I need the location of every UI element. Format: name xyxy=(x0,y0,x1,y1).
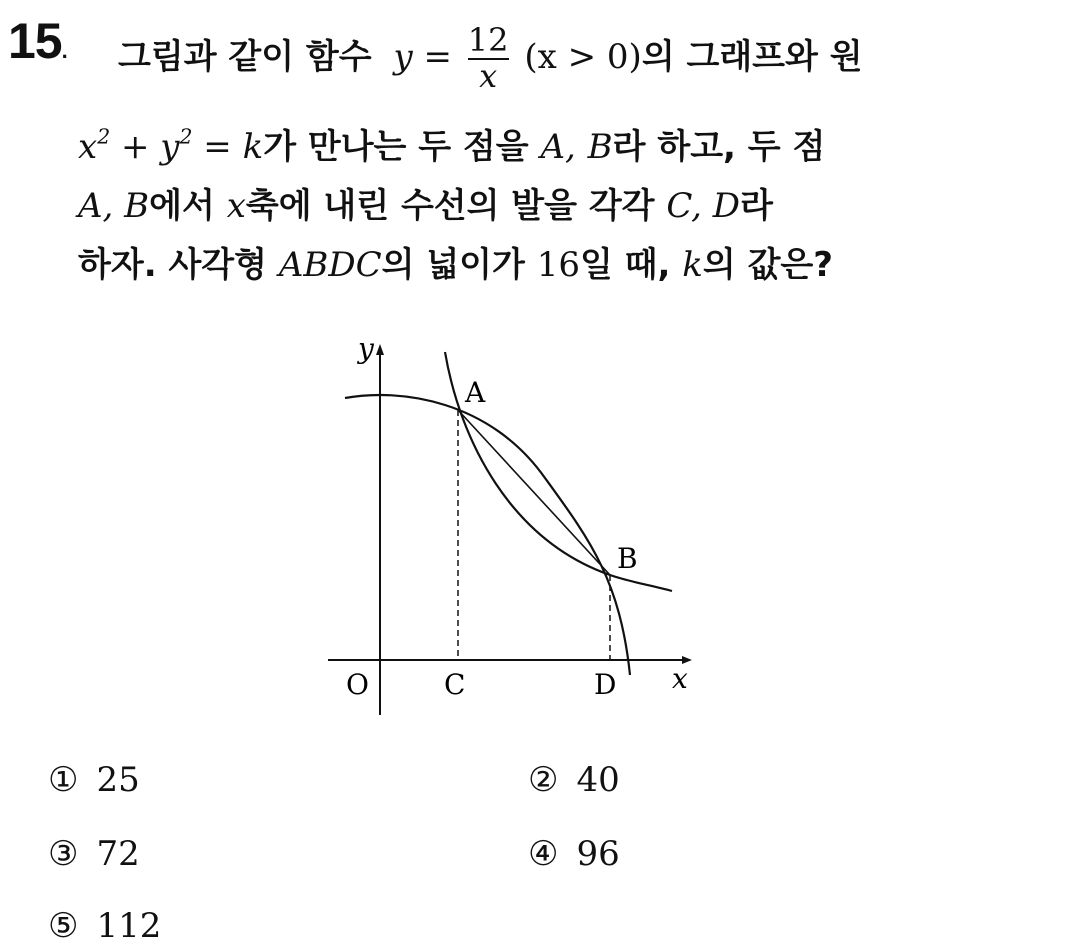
question-text: 일 때, xyxy=(579,245,671,285)
question-line-2 xyxy=(78,124,826,167)
area-value: 16 xyxy=(536,245,580,285)
choice-mark: ① xyxy=(48,760,79,800)
choice-value: 40 xyxy=(576,760,620,800)
choice-value: 112 xyxy=(96,906,162,946)
x-variable: x xyxy=(226,186,246,226)
choice-value: 25 xyxy=(96,760,140,800)
problem-number: 15. xyxy=(8,13,67,69)
k-variable: k xyxy=(682,245,703,285)
circle-equation: $x^2 + y^2 = k$ xyxy=(78,124,264,167)
circle-arc xyxy=(345,395,630,675)
choice-mark: ③ xyxy=(48,834,79,874)
fraction-numerator: 12 xyxy=(467,21,509,59)
question-text: 의 넓이가 xyxy=(381,245,525,285)
x-axis-label: x xyxy=(672,662,688,695)
point-b-label: B xyxy=(617,542,638,575)
choice-value: 96 xyxy=(576,834,620,874)
question-text: 의 그래프와 원 xyxy=(641,37,863,78)
y-axis-arrow xyxy=(376,344,384,355)
choice-mark: ⑤ xyxy=(48,906,79,946)
point-labels-cd: C, D xyxy=(666,186,741,226)
y-axis-label: y xyxy=(358,332,374,365)
chord-ab xyxy=(458,410,610,575)
question-text: 그림과 같이 함수 xyxy=(118,37,372,78)
question-text: 라 xyxy=(740,186,773,226)
fraction-denominator: x xyxy=(468,58,509,94)
question-text: 하자. 사각형 xyxy=(78,245,267,285)
point-d-label: D xyxy=(594,668,617,701)
question-text: 라 하고, 두 점 xyxy=(612,127,826,167)
choice-mark: ② xyxy=(528,760,559,800)
choice-1[interactable] xyxy=(48,760,140,800)
point-label-b: B xyxy=(587,127,613,167)
question-text: 축에 내린 수선의 발을 각각 xyxy=(245,186,655,226)
question-line-1 xyxy=(118,21,863,95)
point-a-label: A xyxy=(465,376,486,409)
choice-3[interactable] xyxy=(48,834,140,874)
question-line-3 xyxy=(78,186,773,226)
function-fraction xyxy=(467,21,509,95)
domain-condition: (x > 0) xyxy=(524,37,642,78)
choice-4[interactable] xyxy=(528,834,620,874)
question-line-4 xyxy=(78,245,833,285)
point-c-label: C xyxy=(444,668,466,701)
question-text: 의 값은? xyxy=(702,245,833,285)
question-text: 에서 xyxy=(149,186,215,226)
function-lhs: y = xyxy=(393,37,452,78)
point-label-a: A, xyxy=(540,127,576,167)
quadrilateral-label: ABDC xyxy=(278,245,382,285)
choice-2[interactable] xyxy=(528,760,620,800)
origin-label: O xyxy=(346,668,369,701)
choice-5[interactable] xyxy=(48,906,161,946)
choice-mark: ④ xyxy=(528,834,559,874)
point-labels-ab: A, B xyxy=(78,186,150,226)
graph-figure xyxy=(320,330,720,730)
choice-value: 72 xyxy=(96,834,140,874)
question-text: 가 만나는 두 점을 xyxy=(263,127,529,167)
